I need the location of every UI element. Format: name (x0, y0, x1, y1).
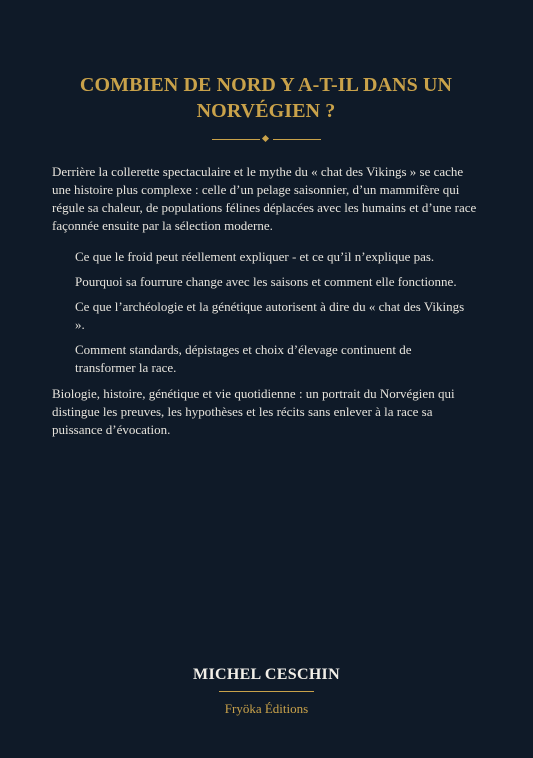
author-divider (219, 691, 314, 692)
list-item: Pourquoi sa fourrure change avec les saisons et comment elle fonctionne. (75, 274, 457, 289)
list-item: Comment standards, dépistages et choix d’élevage continuent de transformer la race. (75, 342, 412, 375)
author-name: MICHEL CESCHIN (193, 666, 340, 683)
divider-line-left (212, 139, 260, 140)
publisher-name: Fryöka Éditions (224, 701, 309, 716)
diamond-ornament (262, 135, 269, 142)
diamond-divider-icon (212, 134, 321, 144)
list-item: Ce que l’archéologie et la génétique autorisent à dire du « chat des Vikings ». (75, 299, 465, 332)
intro-paragraph: Derrière la collerette spectaculaire et le mythe du « chat des Vikings » se cache une histoire plus complexe : celle d’un pelage saisonnier, d’un mammifère qui régule sa chaleur, de populations félines déplacées avec les humains et d’une race façonnée ensuite par la sélection moderne. (52, 164, 477, 233)
closing-paragraph: Biologie, histoire, génétique et vie quotidienne : un portrait du Norvégien qui distingue les preuves, les hypothèses et les récits sans enlever à la race sa puissance d’évocation. (52, 386, 455, 437)
book-title: COMBIEN DE NORD Y A-T-IL DANS UN NORVÉGIEN ? (79, 74, 453, 122)
key-points-list (75, 248, 475, 384)
list-item: Ce que le froid peut réellement expliquer - et ce qu’il n’explique pas. (75, 249, 435, 264)
divider-line-right (273, 139, 321, 140)
